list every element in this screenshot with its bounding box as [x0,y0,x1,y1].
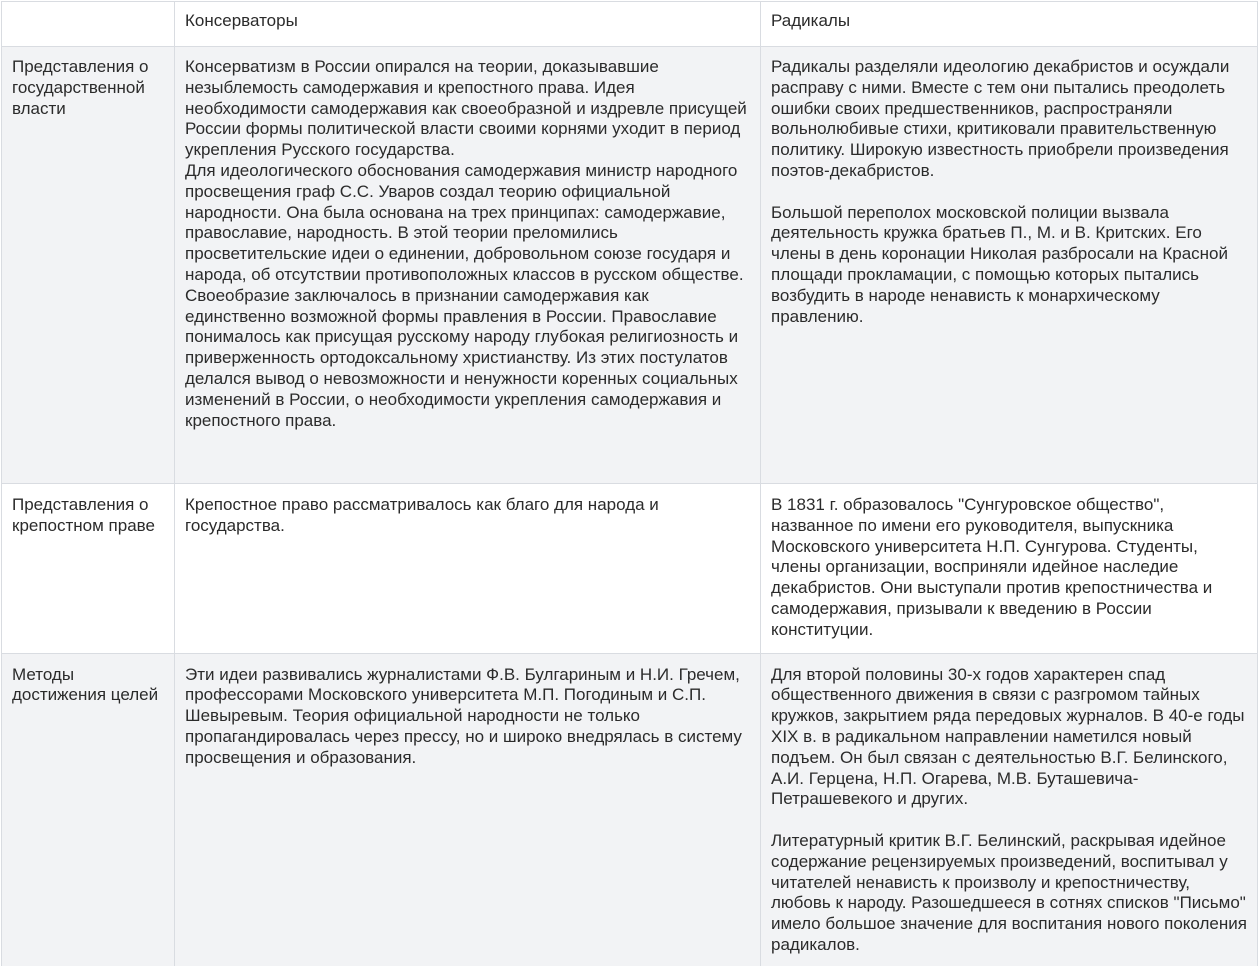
table-row-state-power [2,47,1258,484]
cell-conservatives [175,653,761,966]
paragraph: Крепостное право рассматривалось как благо для народа и государства. [185,495,659,535]
paragraph: Радикалы разделяли идеологию декабристов и осуждали расправу с ними. Вместе с тем они пытались преодолеть ошибки своих предшественников, распространяли вольнолюбивые стихи, критиковали правительственную политику. Широкую известность приобрели произведения поэтов-декабристов. [771,57,1230,180]
paragraph: Литературный критик В.Г. Белинский, раскрывая идейное содержание рецензируемых произведений, воспитывал у читателей ненависть к произволу и крепостничеству, любовь к народу. Разошедшееся в сотнях списков "Письмо" имело большое значение для воспитания нового поколения радикалов. [771,830,1247,954]
paragraph: Консерватизм в России опирался на теории, доказывавшие незыблемость самодержавия и крепостного права. Идея необходимости самодержавия как своеобразной и издревле присущей России формы политической власти своими корнями уходит в период укрепления Русского государства. [185,57,747,160]
cell-radicals [761,47,1258,484]
paragraph: В 1831 г. образовалось "Сунгуровское общество", названное по имени его руководителя, выпускника Московского университета Н.П. Сунгурова. Студенты, члены организации, восприняли идейное наследие декабристов. Они выступали против крепостничества и самодержавия, призывали к введению в России конституции. [771,495,1213,639]
paragraph: Эти идеи развивались журналистами Ф.В. Булгариным и Н.И. Гречем, профессорами Московского университета М.П. Погодиным и С.П. Шевыревым. Теория официальной народности не только пропагандировалась через прессу, но и широко внедрялась в систему просвещения и образования. [185,664,742,767]
cell-conservatives [175,47,761,484]
table-row-serfdom [2,484,1258,654]
comparison-table [1,1,1258,966]
header-conservatives: Консерваторы [175,2,761,47]
paragraph: Большой переполох московской полиции вызвала деятельность кружка братьев П., М. и В. Критских. Его члены в день коронации Николая разбросали на Красной площади прокламации, с помощью которых пытались возбудить в народе ненависть к монархическому правлению. [771,202,1229,326]
table-row-methods [2,653,1258,966]
paragraph: Для идеологического обоснования самодержавия министр народного просвещения граф С.С. Уваров создал теорию официальной народности. Она была основана на трех принципах: самодержавие, православие, народность. В этой теории преломились просветительские идеи о единении, добровольном союзе государя и народа, об отсутствии противоположных классов в русском обществе. Своеобразие заключалось в признании самодержавия как единственно возможной формы правления в России. Православие понималось как присущая русскому народу глубокая религиозность и приверженность ортодоксальному христианству. Из этих постулатов делался вывод о невозможности и ненужности коренных социальных изменений в России, о необходимости укрепления самодержавия и крепостного права. [185,160,744,430]
row-label: Представления о крепостном праве [2,484,175,654]
cell-radicals [761,484,1258,654]
row-label: Методы достижения целей [2,653,175,966]
header-row [2,2,1258,47]
cell-radicals [761,653,1258,966]
cell-conservatives [175,484,761,654]
paragraph: Для второй половины 30-х годов характерен спад общественного движения в связи с разгромом тайных кружков, закрытием ряда передовых журналов. В 40-е годы XIX в. в радикальном направлении наметился новый подъем. Он был связан с деятельностью В.Г. Белинского, А.И. Герцена, Н.П. Огарева, М.В. Буташевича-Петрашевекого и других. [771,664,1245,809]
header-empty-cell [2,2,175,47]
header-radicals: Радикалы [761,2,1258,47]
row-label: Представления о государственной власти [2,47,175,484]
